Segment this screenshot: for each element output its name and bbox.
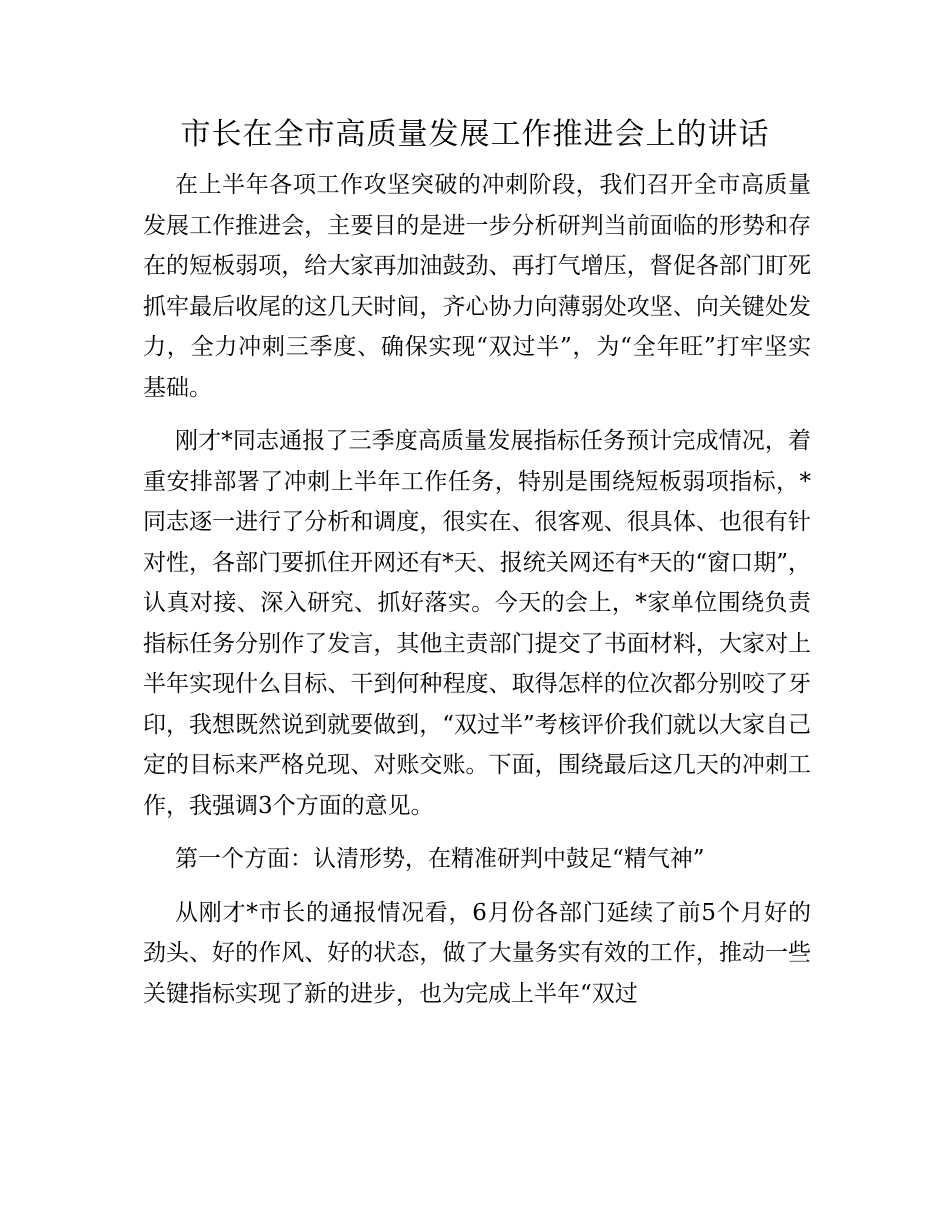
section-heading: 第一个方面：认清形势，在精准研判中鼓足“精气神”	[175, 846, 705, 872]
paragraph-section-one: 从刚才*市长的通报情况看，6月份各部门延续了前5个月好的劲头、好的作风、好的状态，做了大量务实有效的工作，推动一些关键指标实现了新的进步，也为完成上半年“双过	[143, 899, 811, 1007]
paragraph-intro: 在上半年各项工作攻坚突破的冲刺阶段，我们召开全市高质量发展工作推进会，主要目的是进一步分析研判当前面临的形势和存在的短板弱项，给大家再加油鼓劲、再打气增压，督促各部门盯死抓牢最后收尾的这几天时间，齐心协力向薄弱处攻坚、向关键处发力，全力冲刺三季度、确保实现“双过半”，为“全年旺”打牢坚实基础。	[143, 172, 811, 401]
document-body	[143, 165, 811, 1014]
paragraph-report: 刚才*同志通报了三季度高质量发展指标任务预计完成情况，着重安排部署了冲刺上半年工作任务，特别是围绕短板弱项指标，*同志逐一进行了分析和调度，很实在、很客观、很具体、也很有针对性，各部门要抓住开网还有*天、报统关网还有*天的“窗口期”，认真对接、深入研究、抓好落实。今天的会上，*家单位围绕负责指标任务分别作了发言，其他主责部门提交了书面材料，大家对上半年实现什么目标、干到何种程度、取得怎样的位次都分别咬了牙印，我想既然说到就要做到，“双过半”考核评价我们就以大家自己定的目标来严格兑现、对账交账。下面，围绕最后这几天的冲刺工作，我强调3个方面的意见。	[143, 428, 811, 819]
document-title: 市长在全市高质量发展工作推进会上的讲话	[180, 117, 770, 152]
